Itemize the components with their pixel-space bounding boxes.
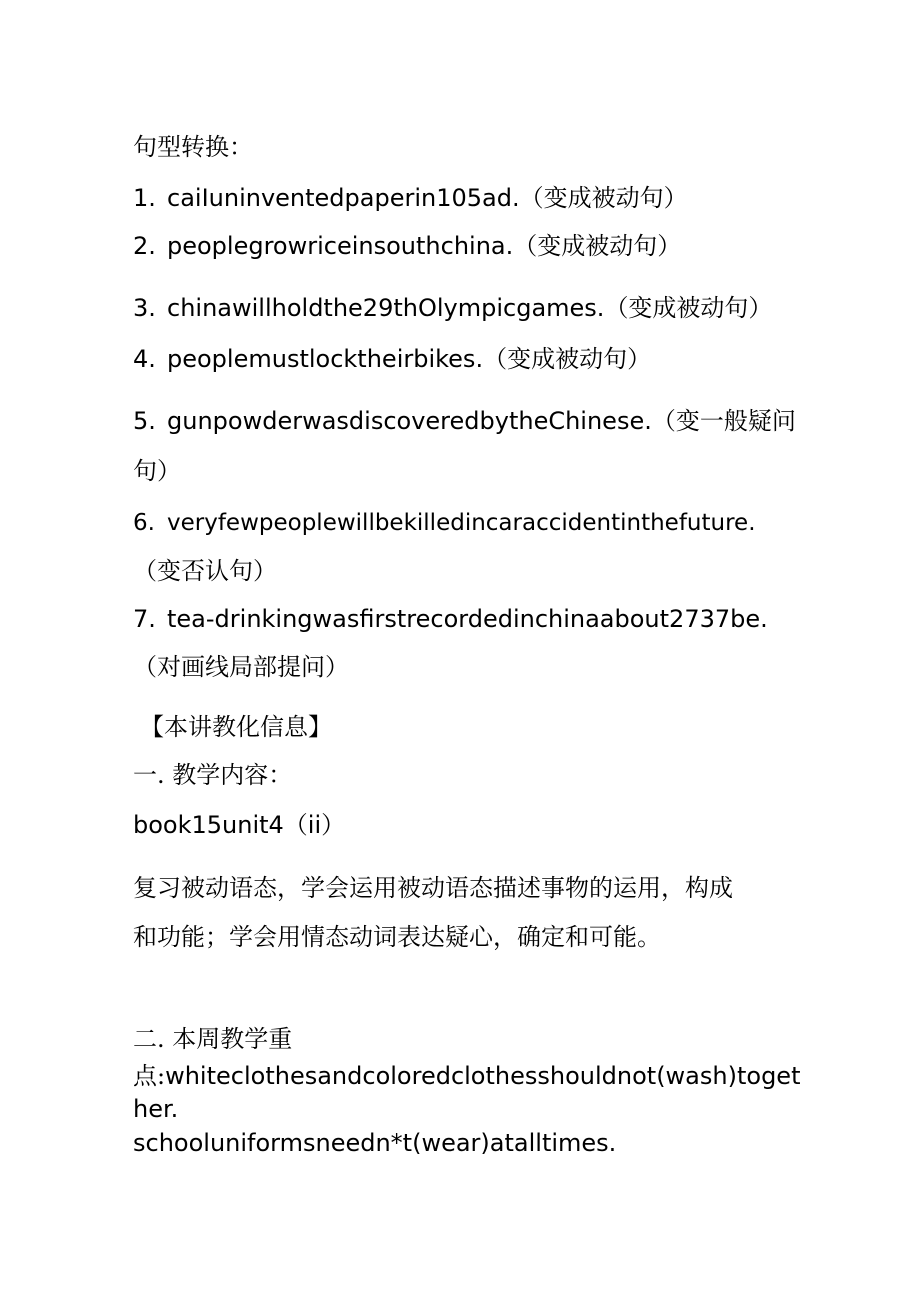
exercise-item-5-note-continued: 句） (133, 457, 181, 485)
exercise-item-5 (133, 406, 796, 436)
focus-line-2: her. (133, 1095, 179, 1123)
exercise-item-6-note: （变否认句） (133, 557, 277, 585)
exercise-item-4 (133, 344, 651, 374)
item-note: （变一般疑问 (651, 407, 796, 435)
item-number: 5. (133, 407, 156, 435)
section-1-title: 一. 教学内容： (133, 761, 293, 789)
item-text: caiIuninventedpaperin105ad. (167, 184, 520, 212)
item-text: gunpowderwasdiscoveredbytheChinese. (167, 407, 652, 435)
item-note: （变成被动句） (513, 232, 682, 260)
review-line-1: 复习被动语态，学会运用被动语态描述事物的运用，构成 (133, 874, 733, 902)
item-number: 4. (133, 345, 156, 373)
item-number: 2. (133, 232, 156, 260)
item-text: peoplemustlocktheirbikes. (167, 345, 484, 373)
book-unit: book15unit4（ii） (133, 811, 346, 839)
exercise-item-2 (133, 231, 681, 261)
item-text: tea-drinkingwasfirstrecordedinchinaabout2737be. (167, 605, 768, 633)
focus-text: whiteclothesandcoloredclothesshouldnot(wash)toget (165, 1062, 801, 1090)
item-text: veryfewpeoplewillbekilledincaraccidentinthefuture. (167, 510, 756, 536)
item-note: （变成被动句） (519, 184, 688, 212)
exercise-item-1 (133, 183, 688, 213)
section-lesson-info: 【本讲教化信息】 (140, 713, 332, 741)
focus-line-3: schooluniformsneedn*t(wear)atalltimes. (133, 1129, 617, 1157)
item-note: （变成被动句） (604, 294, 773, 322)
item-number: 6. (133, 510, 155, 536)
section-2-title: 二. 本周教学重 (133, 1025, 293, 1053)
review-line-2: 和功能；学会用情态动词表达疑心，确定和可能。 (133, 923, 661, 951)
heading-sentence-conversion: 句型转换： (133, 133, 253, 161)
item-note: （变成被动句） (483, 345, 652, 373)
item-text: peoplegrowriceinsouthchina. (167, 232, 514, 260)
focus-prefix: 点: (133, 1062, 166, 1090)
item-text: chinawillholdthe29thOlympicgames. (167, 294, 605, 322)
exercise-item-6 (133, 508, 756, 538)
item-number: 7. (133, 605, 156, 633)
focus-line-1 (133, 1061, 800, 1091)
item-number: 3. (133, 294, 156, 322)
item-number: 1. (133, 184, 156, 212)
exercise-item-3 (133, 293, 772, 323)
exercise-item-7-note: （对画线局部提问） (133, 653, 349, 681)
exercise-item-7 (133, 604, 768, 634)
